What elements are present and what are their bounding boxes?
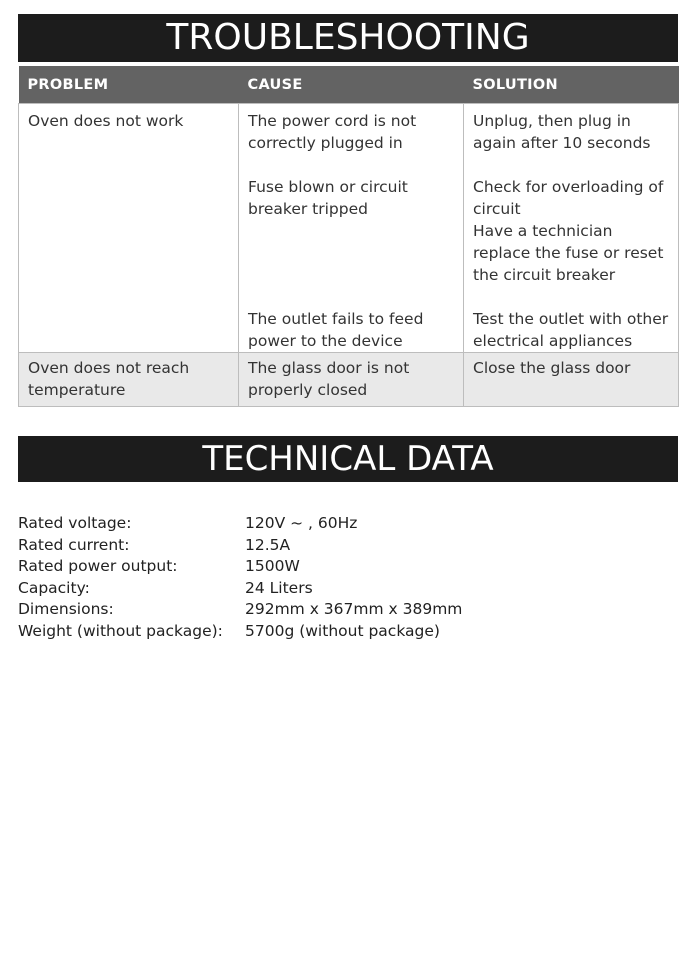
solution-text: Check for overloading of circuit bbox=[473, 178, 664, 218]
spec-value: 5700g (without package) bbox=[245, 621, 440, 640]
spec-row bbox=[18, 535, 462, 557]
spec-value: 12.5A bbox=[245, 535, 291, 554]
problem-cell: Oven does not reach temperature bbox=[19, 353, 239, 407]
solution-cell: Close the glass door bbox=[464, 353, 679, 407]
troubleshooting-table bbox=[18, 66, 679, 407]
cause-text: The power cord is not correctly plugged in bbox=[248, 112, 417, 152]
spec-label: Rated voltage: bbox=[18, 514, 132, 532]
spec-row bbox=[18, 556, 462, 578]
technical-specs bbox=[18, 513, 462, 643]
cause-cell bbox=[239, 104, 464, 353]
spec-row bbox=[18, 621, 462, 643]
spec-value: 292mm x 367mm x 389mm bbox=[245, 600, 463, 619]
table-row bbox=[19, 104, 679, 353]
spec-row bbox=[18, 599, 462, 621]
spec-row bbox=[18, 513, 462, 535]
spec-label: Dimensions: bbox=[18, 600, 114, 619]
header-problem: PROBLEM bbox=[19, 66, 239, 104]
cause-cell: The glass door is not properly closed bbox=[239, 353, 464, 407]
solution-text: Have a technician replace the fuse or reset the circuit breaker bbox=[473, 222, 664, 284]
solution-text: Test the outlet with other electrical appliances bbox=[473, 310, 669, 350]
cause-text: Fuse blown or circuit breaker tripped bbox=[248, 178, 408, 218]
header-cause: CAUSE bbox=[239, 66, 464, 104]
technical-data-title: TECHNICAL DATA bbox=[18, 436, 678, 482]
table-header-row bbox=[19, 66, 679, 104]
spec-label: Rated current: bbox=[18, 535, 130, 554]
troubleshooting-title: TROUBLESHOOTING bbox=[18, 14, 678, 62]
solution-text: Unplug, then plug in again after 10 seconds bbox=[473, 112, 651, 152]
spec-value: 1500W bbox=[245, 557, 300, 576]
solution-cell bbox=[464, 104, 679, 353]
spec-value: 24 Liters bbox=[245, 578, 313, 597]
cause-text: The outlet fails to feed power to the device bbox=[248, 310, 424, 350]
table-row bbox=[19, 353, 679, 407]
spec-label: Weight (without package): bbox=[18, 621, 223, 640]
spec-label: Capacity: bbox=[18, 578, 90, 597]
problem-cell: Oven does not work bbox=[19, 104, 239, 353]
header-solution: SOLUTION bbox=[464, 66, 679, 104]
spec-value: 120V ~ , 60Hz bbox=[245, 514, 358, 532]
spec-row bbox=[18, 578, 462, 600]
spec-label: Rated power output: bbox=[18, 557, 178, 576]
